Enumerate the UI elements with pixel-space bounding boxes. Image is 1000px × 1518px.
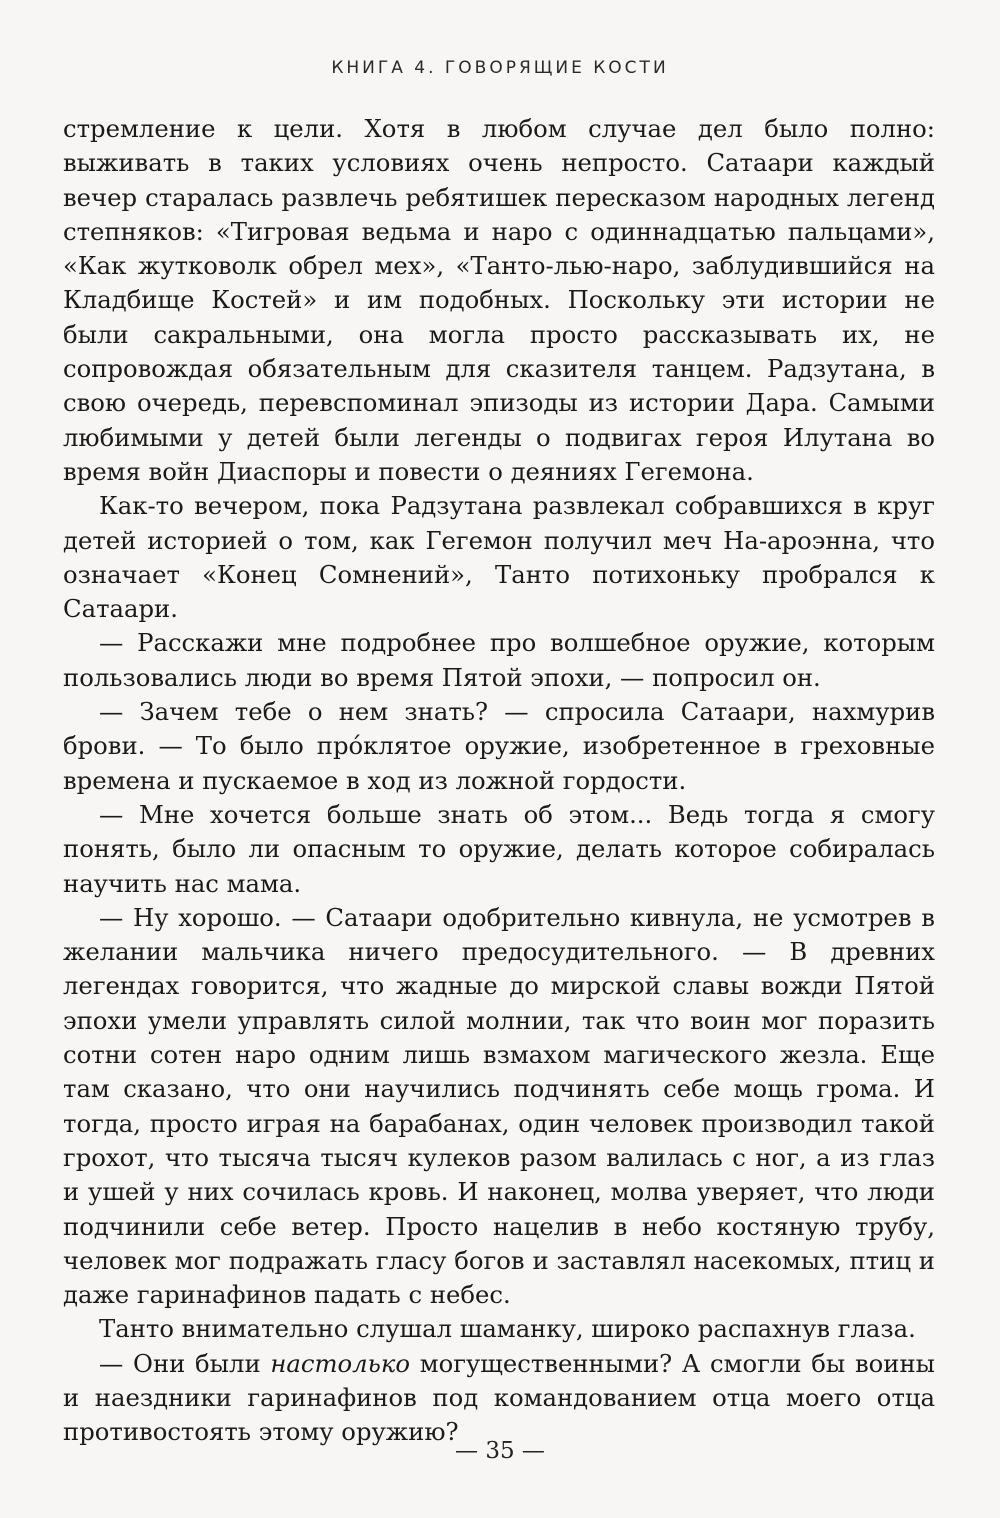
paragraph: — Расскажи мне подробнее про волшебное оружие, которым пользовались люди во время Пятой эпохи, — попросил он. xyxy=(63,628,935,692)
paragraph-with-emphasis xyxy=(63,1347,935,1450)
body-text xyxy=(63,112,935,1450)
paragraph: — Зачем тебе о нем знать? — спросила Сатаари, нахмурив брови. — То было про́клятое оружие, изобретенное в греховные времена и пускаемое в ход из ложной гордости. xyxy=(63,697,935,795)
paragraph-segment: — Они были xyxy=(99,1348,271,1378)
paragraph: Танто внимательно слушал шаманку, широко распахнув глаза. xyxy=(99,1314,916,1344)
paragraph: стремление к цели. Хотя в любом случае дел было полно: выживать в таких условиях очень непросто. Сатаари каждый вечер старалась развлечь ребятишек пересказом народных легенд степняков: «Тигровая ведьма и наро с одиннадцатью пальцами», «Как жутковолк обрел мех», «Танто-лью-наро, заблудившийся на Кладбище Костей» и им подобных. Поскольку эти истории не были сакральными, она могла просто рассказывать их, не сопровождая обязательным для сказителя танцем. Радзутана, в свою очередь, перевспоминал эпизоды из истории Дара. Самыми любимыми у детей были легенды о подвигах героя Илутана во время войн Диаспоры и повести о деяниях Гегемона. xyxy=(63,114,935,486)
paragraph-segment: могущественными? А смогли бы воины и наездники гаринафинов под командованием отца моего отца противостоять этому оружию? xyxy=(63,1348,935,1447)
paragraph: — Ну хорошо. — Сатаари одобрительно кивнула, не усмотрев в желании мальчика ничего предосудительного. — В древних легендах говорится, что жадные до мирской славы вожди Пятой эпохи умели управлять силой молнии, так что воин мог поразить сотни сотен наро одним лишь взмахом магического жезла. Еще там сказано, что они научились подчинять себе мощь грома. И тогда, просто играя на барабанах, один человек производил такой грохот, что тысяча тысяч кулеков разом валилась с ног, а из глаз и ушей у них сочилась кровь. И наконец, молва уверяет, что люди подчинили себе ветер. Просто нацелив в небо костяную трубу, человек мог подражать гласу богов и заставлял насекомых, птиц и даже гаринафинов падать с небес. xyxy=(63,902,935,1310)
paragraph: — Мне хочется больше знать об этом... Ведь тогда я смогу понять, было ли опасным то оружие, делать которое собиралась научить нас мама. xyxy=(63,799,935,898)
emphasis-word: настолько xyxy=(270,1348,410,1378)
running-head: КНИГА 4. ГОВОРЯЩИЕ КОСТИ xyxy=(331,58,669,78)
paragraph: Как-то вечером, пока Радзутана развлекал собравшихся в круг детей историей о том, как Гегемон получил меч На-ароэнна, что означает «Конец Сомнений», Танто потихоньку пробрался к Сатаари. xyxy=(63,491,935,624)
page-number: — 35 — xyxy=(455,1438,545,1464)
